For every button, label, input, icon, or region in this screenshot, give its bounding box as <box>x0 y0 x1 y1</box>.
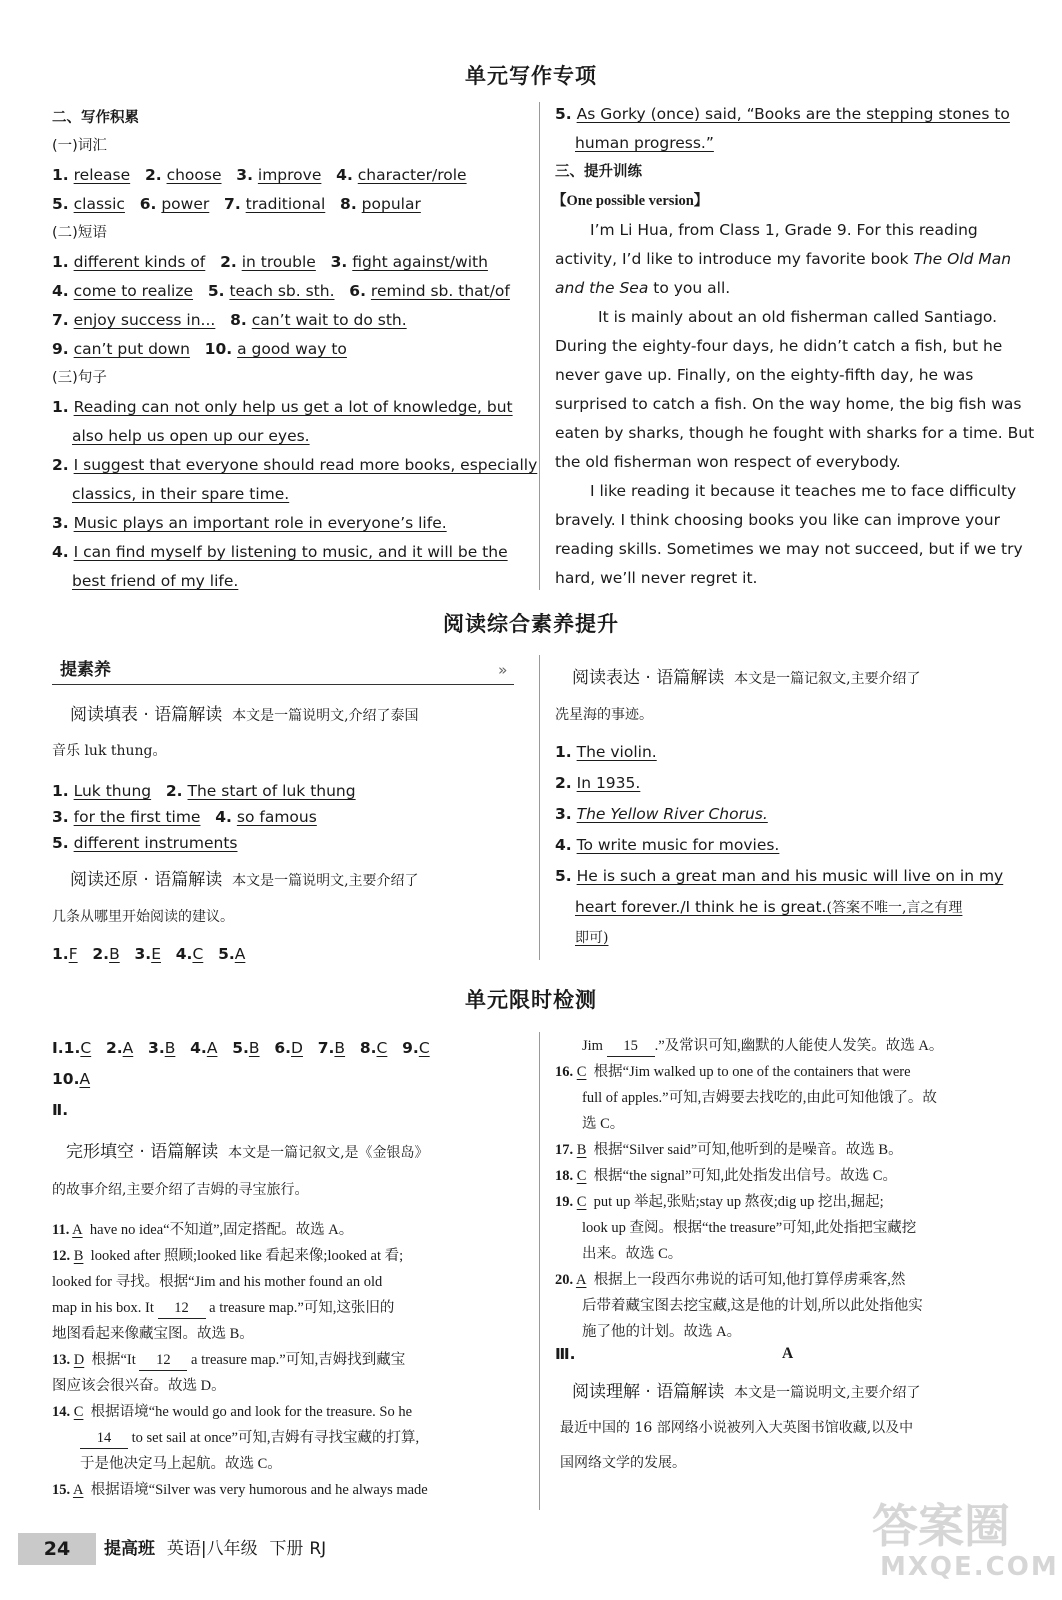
column-divider <box>539 1032 540 1510</box>
explanation-item: 16. C 根据“Jim walked up to one of the containers that were <box>555 1064 911 1080</box>
vocab-row: 5. classic 6. power 7. traditional 8. popular <box>52 195 421 213</box>
phrase-row: 9. can’t put down 10. a good way to <box>52 340 347 358</box>
mc-answer-row: 10.A <box>52 1070 91 1088</box>
page-number: 24 <box>18 1533 96 1565</box>
passage-intro: 阅读表达 · 语篇解读 本文是一篇记叙文,主要介绍了 <box>572 668 921 688</box>
essay-line: During the eighty-four days, he didn’t catch a fish, but he <box>555 337 1003 355</box>
answer-row: 3. for the first time 4. so famous <box>52 808 317 826</box>
passage-intro: 阅读填表 · 语篇解读 本文是一篇说明文,介绍了泰国 <box>70 705 419 725</box>
chevron-right-icon: » <box>498 661 508 679</box>
section-rule <box>52 684 514 685</box>
phrase-row: 4. come to realize 5. teach sb. sth. 6. remind sb. that/of <box>52 282 510 300</box>
sentence-item: 1. Reading can not only help us get a lot of knowledge, but <box>52 398 513 416</box>
answer-row: 5. He is such a great man and his music will live on in my <box>555 867 1004 885</box>
answer-row: 1.F 2.B 3.E 4.C 5.A <box>52 945 246 963</box>
sentence-item: 3. Music plays an important role in everyone’s life. <box>52 514 447 532</box>
explanation-cont: full of apples.”可知,吉姆要去找吃的,由此可知他饿了。故 <box>582 1090 937 1106</box>
watermark-logo: 答案圈 <box>872 1499 1010 1553</box>
essay-line: never gave up. Finally, on the eighty-fifth day, he was <box>555 366 974 384</box>
passage-intro-cont: 国网络文学的发展。 <box>560 1455 686 1471</box>
essay-line: activity, I’d like to introduce my favorite book The Old Man <box>555 250 1012 268</box>
section-title-test: 单元限时检测 <box>465 987 597 1012</box>
explanation-cont: 14 to set sail at once”可知,吉姆有寻找宝藏的打算, <box>80 1428 419 1449</box>
essay-line: and the Sea to you all. <box>555 279 731 297</box>
section-title-reading: 阅读综合素养提升 <box>443 611 619 636</box>
explanation-cont: Jim 15 .”及常识可知,幽默的人能使人发笑。故选 A。 <box>582 1036 943 1057</box>
explanation-cont: 选 C。 <box>582 1116 625 1132</box>
explanation-cont: 后带着藏宝图去挖宝藏,这是他的计划,所以此处指他实 <box>582 1298 923 1314</box>
version-label: 【One possible version】 <box>552 193 709 209</box>
answer-row-cont: 即可) <box>575 930 609 946</box>
answer-row-cont: heart forever./I think he is great.(答案不唯一,言之有理 <box>575 898 963 916</box>
sentence-item-cont: classics, in their spare time. <box>72 485 290 503</box>
explanation-item: 14. C 根据语境“he would go and look for the treasure. So he <box>52 1404 413 1420</box>
column-divider <box>539 102 540 590</box>
explanation-cont: map in his box. It 12 a treasure map.”可知,这张旧的 <box>52 1298 394 1319</box>
essay-line: I’m Li Hua, from Class 1, Grade 9. For this reading <box>590 221 978 239</box>
explanation-cont: 出来。故选 C。 <box>582 1246 683 1262</box>
heading-phrases: (二)短语 <box>52 225 107 241</box>
answer-row: 5. different instruments <box>52 834 238 852</box>
essay-line: It is mainly about an old fisherman called Santiago. <box>598 308 998 326</box>
watermark-site: MXQE.COM <box>880 1552 1059 1582</box>
passage-intro: 完形填空 · 语篇解读 本文是一篇记叙文,是《金银岛》 <box>66 1142 429 1162</box>
phrase-row: 7. enjoy success in... 8. can’t wait to do sth. <box>52 311 407 329</box>
heading-vocabulary: (一)词汇 <box>52 138 107 154</box>
essay-line: eaten by sharks, though he fought with sharks for a time. But <box>555 424 1035 442</box>
vocab-row: 1. release 2. choose 3. improve 4. character/role <box>52 166 467 184</box>
answer-row: 1. The violin. <box>555 743 657 761</box>
heading-sentences: (三)句子 <box>52 370 107 386</box>
explanation-item: 18. C 根据“the signal”可知,此处指发出信号。故选 C。 <box>555 1168 897 1184</box>
answer-row: 2. In 1935. <box>555 774 641 792</box>
tisuyang-label: 提素养 <box>60 660 111 680</box>
passage-letter: A <box>782 1345 794 1362</box>
explanation-item: 15. A 根据语境“Silver was very humorous and he always made <box>52 1482 428 1498</box>
sentence-item-cont: best friend of my life. <box>72 572 239 590</box>
answer-row: 4. To write music for movies. <box>555 836 780 854</box>
essay-line: reading skills. Sometimes we may not succeed, but if we try <box>555 540 1023 558</box>
roman-heading: Ⅲ. <box>555 1345 576 1363</box>
explanation-item: 19. C put up 举起,张贴;stay up 熬夜;dig up 挖出,掘起; <box>555 1194 884 1210</box>
explanation-item: 20. A 根据上一段西尔弗说的话可知,他打算俘虏乘客,然 <box>555 1272 906 1288</box>
essay-line: the old fisherman won respect of everybody. <box>555 453 901 471</box>
book-footer: 提高班 英语|八年级 下册 RJ <box>104 1539 327 1559</box>
essay-line: hard, we’ll never regret it. <box>555 569 758 587</box>
heading-writing-accumulation: 二、写作积累 <box>52 110 139 126</box>
passage-intro: 阅读还原 · 语篇解读 本文是一篇说明文,主要介绍了 <box>70 870 419 890</box>
sentence-item-cont: also help us open up our eyes. <box>72 427 310 445</box>
answer-row: 1. Luk thung 2. The start of luk thung <box>52 782 356 800</box>
section-title-writing: 单元写作专项 <box>465 63 597 88</box>
passage-intro: 阅读理解 · 语篇解读 本文是一篇说明文,主要介绍了 <box>572 1382 921 1402</box>
answer-row: 3. The Yellow River Chorus. <box>555 805 768 823</box>
essay-line: bravely. I think choosing books you like can improve your <box>555 511 1000 529</box>
passage-intro-cont: 音乐 luk thung。 <box>52 743 167 759</box>
explanation-cont: 施了他的计划。故选 A。 <box>582 1324 742 1340</box>
explanation-item: 17. B 根据“Silver said”可知,他听到的是噪音。故选 B。 <box>555 1142 903 1158</box>
explanation-cont: 于是他决定马上起航。故选 C。 <box>80 1456 282 1472</box>
passage-intro-cont: 几条从哪里开始阅读的建议。 <box>52 909 234 925</box>
roman-heading: Ⅱ. <box>52 1101 69 1119</box>
explanation-item: 13. D 根据“It 12 a treasure map.”可知,吉姆找到藏宝 <box>52 1350 405 1371</box>
essay-line: I like reading it because it teaches me to face difficulty <box>590 482 1017 500</box>
phrase-row: 1. different kinds of 2. in trouble 3. fight against/with <box>52 253 488 271</box>
explanation-cont: 地图看起来像藏宝图。故选 B。 <box>52 1326 254 1342</box>
passage-intro-cont: 最近中国的 16 部网络小说被列入大英图书馆收藏,以及中 <box>560 1420 914 1436</box>
sentence-item: 5. As Gorky (once) said, “Books are the stepping stones to <box>555 105 1010 123</box>
explanation-cont: look up 查阅。根据“the treasure”可知,此处指把宝藏挖 <box>582 1220 917 1236</box>
explanation-cont: looked for 寻找。根据“Jim and his mother found an old <box>52 1274 383 1290</box>
explanation-item: 11. A have no idea“不知道”,固定搭配。故选 A。 <box>52 1222 354 1238</box>
passage-intro-cont: 的故事介绍,主要介绍了吉姆的寻宝旅行。 <box>52 1182 309 1198</box>
column-divider <box>539 655 540 960</box>
mc-answer-row: Ⅰ.1.C 2.A 3.B 4.A 5.B 6.D 7.B 8.C 9.C <box>52 1039 430 1057</box>
heading-improvement: 三、提升训练 <box>555 164 642 180</box>
explanation-item: 12. B looked after 照顾;looked like 看起来像;looked at 看; <box>52 1248 404 1264</box>
sentence-item: 4. I can find myself by listening to music, and it will be the <box>52 543 508 561</box>
passage-intro-cont: 冼星海的事迹。 <box>555 707 653 723</box>
essay-line: surprised to catch a fish. On the way home, the big fish was <box>555 395 1022 413</box>
sentence-item-cont: human progress.” <box>575 134 714 152</box>
sentence-item: 2. I suggest that everyone should read more books, especially <box>52 456 538 474</box>
explanation-cont: 图应该会很兴奋。故选 D。 <box>52 1378 226 1394</box>
